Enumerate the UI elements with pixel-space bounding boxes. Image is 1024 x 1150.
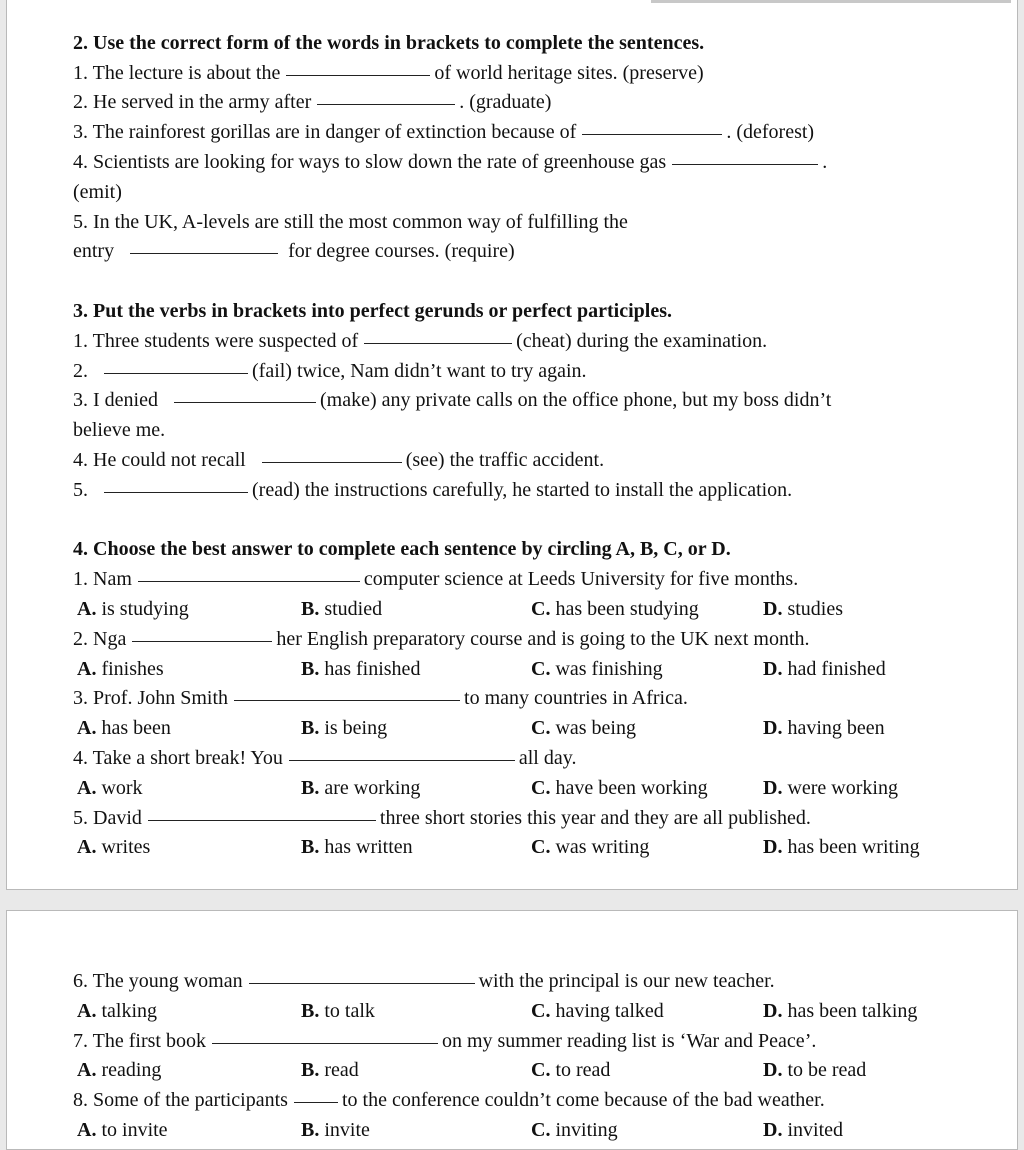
- option-b[interactable]: B. has finished: [301, 657, 421, 680]
- option-d[interactable]: D. has been writing: [763, 836, 920, 859]
- option-b[interactable]: B. invite: [301, 1118, 370, 1141]
- s2-item-5-cont: entry for degree courses. (require): [73, 240, 515, 263]
- option-a[interactable]: A. has been: [77, 717, 171, 740]
- s4-options-4: [73, 774, 973, 804]
- page-1-content: [73, 0, 973, 863]
- option-c[interactable]: C. have been working: [531, 776, 708, 799]
- answer-blank[interactable]: [582, 134, 722, 135]
- option-b[interactable]: B. are working: [301, 776, 421, 799]
- s3-item-3: 3. I denied (make) any private calls on the office phone, but my boss didn’t: [73, 389, 832, 412]
- option-d[interactable]: D. studies: [763, 597, 844, 620]
- answer-blank[interactable]: [212, 1043, 438, 1044]
- section-2-heading: 2. Use the correct form of the words in brackets to complete the sentences.: [73, 31, 705, 54]
- s4-question-7: 7. The first book on my summer reading list is ‘War and Peace’.: [73, 1029, 817, 1052]
- option-b[interactable]: B. to talk: [301, 999, 375, 1022]
- option-c[interactable]: C. was being: [531, 717, 636, 740]
- s4-question-6: 6. The young woman with the principal is our new teacher.: [73, 970, 775, 992]
- s2-item-2: 2. He served in the army after . (graduate): [73, 91, 552, 114]
- s4-question-1: 1. Nam computer science at Leeds University for five months.: [73, 568, 799, 591]
- answer-blank[interactable]: [289, 760, 515, 761]
- s2-item-5: 5. In the UK, A-levels are still the most common way of fulfilling the: [73, 210, 628, 233]
- option-b[interactable]: B. studied: [301, 597, 383, 620]
- s4-question-5: 5. David three short stories this year and they are all published.: [73, 806, 811, 829]
- s3-item-4: 4. He could not recall (see) the traffic accident.: [73, 448, 605, 471]
- option-a[interactable]: A. reading: [77, 1059, 162, 1082]
- s2-item-4: 4. Scientists are looking for ways to slow down the rate of greenhouse gas .: [73, 150, 828, 173]
- s2-item-1: 1. The lecture is about the of world heritage sites. (preserve): [73, 61, 704, 84]
- s4-options-1: [73, 595, 973, 625]
- option-a[interactable]: A. is studying: [77, 597, 189, 620]
- section-3-heading: 3. Put the verbs in brackets into perfect gerunds or perfect participles.: [73, 299, 672, 322]
- s3-item-1: 1. Three students were suspected of (cheat) during the examination.: [73, 329, 768, 352]
- option-a[interactable]: A. finishes: [77, 657, 164, 680]
- page-2-content: [73, 967, 973, 1146]
- option-d[interactable]: D. to be read: [763, 1059, 867, 1082]
- worksheet-page-2: [6, 910, 1018, 1150]
- answer-blank[interactable]: [104, 492, 248, 493]
- answer-blank[interactable]: [132, 641, 272, 642]
- option-a[interactable]: A. work: [77, 776, 143, 799]
- s4-options-6: [73, 997, 973, 1027]
- answer-blank[interactable]: [174, 402, 316, 403]
- answer-blank[interactable]: [286, 75, 430, 76]
- answer-blank[interactable]: [294, 1102, 338, 1103]
- option-b[interactable]: B. is being: [301, 717, 388, 740]
- s4-options-7: [73, 1056, 973, 1086]
- s2-item-3: 3. The rainforest gorillas are in danger of extinction because of . (deforest): [73, 121, 815, 144]
- s4-question-2: 2. Nga her English preparatory course and is going to the UK next month.: [73, 627, 810, 650]
- s4-options-2: [73, 655, 973, 685]
- option-b[interactable]: B. read: [301, 1059, 359, 1082]
- option-c[interactable]: C. was writing: [531, 836, 650, 859]
- option-c[interactable]: C. has been studying: [531, 597, 699, 620]
- option-d[interactable]: D. were working: [763, 776, 898, 799]
- answer-blank[interactable]: [249, 983, 475, 984]
- answer-blank[interactable]: [672, 164, 818, 165]
- option-a[interactable]: A. to invite: [77, 1118, 168, 1141]
- s3-item-3-cont: believe me.: [73, 419, 166, 442]
- s4-options-3: [73, 714, 973, 744]
- s2-item-4-cont: (emit): [73, 180, 122, 203]
- s4-options-8: [73, 1116, 973, 1146]
- s4-question-4: 4. Take a short break! You all day.: [73, 746, 577, 769]
- answer-blank[interactable]: [104, 373, 248, 374]
- option-a[interactable]: A. writes: [77, 836, 151, 859]
- answer-blank[interactable]: [130, 253, 278, 254]
- s4-options-5: [73, 833, 973, 863]
- option-d[interactable]: D. invited: [763, 1118, 843, 1141]
- answer-blank[interactable]: [138, 581, 360, 582]
- option-c[interactable]: C. inviting: [531, 1118, 618, 1141]
- option-d[interactable]: D. having been: [763, 717, 885, 740]
- s3-item-5: 5. (read) the instructions carefully, he started to install the application.: [73, 478, 793, 501]
- answer-blank[interactable]: [148, 820, 376, 821]
- option-a[interactable]: A. talking: [77, 999, 157, 1022]
- section-4-heading: 4. Choose the best answer to complete each sentence by circling A, B, C, or D.: [73, 538, 731, 561]
- worksheet-page-1: [6, 0, 1018, 890]
- answer-blank[interactable]: [262, 462, 402, 463]
- answer-blank[interactable]: [234, 700, 460, 701]
- s4-question-3: 3. Prof. John Smith to many countries in Africa.: [73, 687, 688, 710]
- s3-item-2: 2. (fail) twice, Nam didn’t want to try again.: [73, 359, 587, 382]
- option-d[interactable]: D. had finished: [763, 657, 886, 680]
- option-d[interactable]: D. has been talking: [763, 999, 918, 1022]
- answer-blank[interactable]: [364, 343, 512, 344]
- answer-blank[interactable]: [317, 104, 455, 105]
- option-c[interactable]: C. to read: [531, 1059, 611, 1082]
- option-c[interactable]: C. was finishing: [531, 657, 663, 680]
- s4-question-8: 8. Some of the participants to the conference couldn’t come because of the bad weather.: [73, 1089, 825, 1112]
- option-c[interactable]: C. having talked: [531, 999, 664, 1022]
- option-b[interactable]: B. has written: [301, 836, 413, 859]
